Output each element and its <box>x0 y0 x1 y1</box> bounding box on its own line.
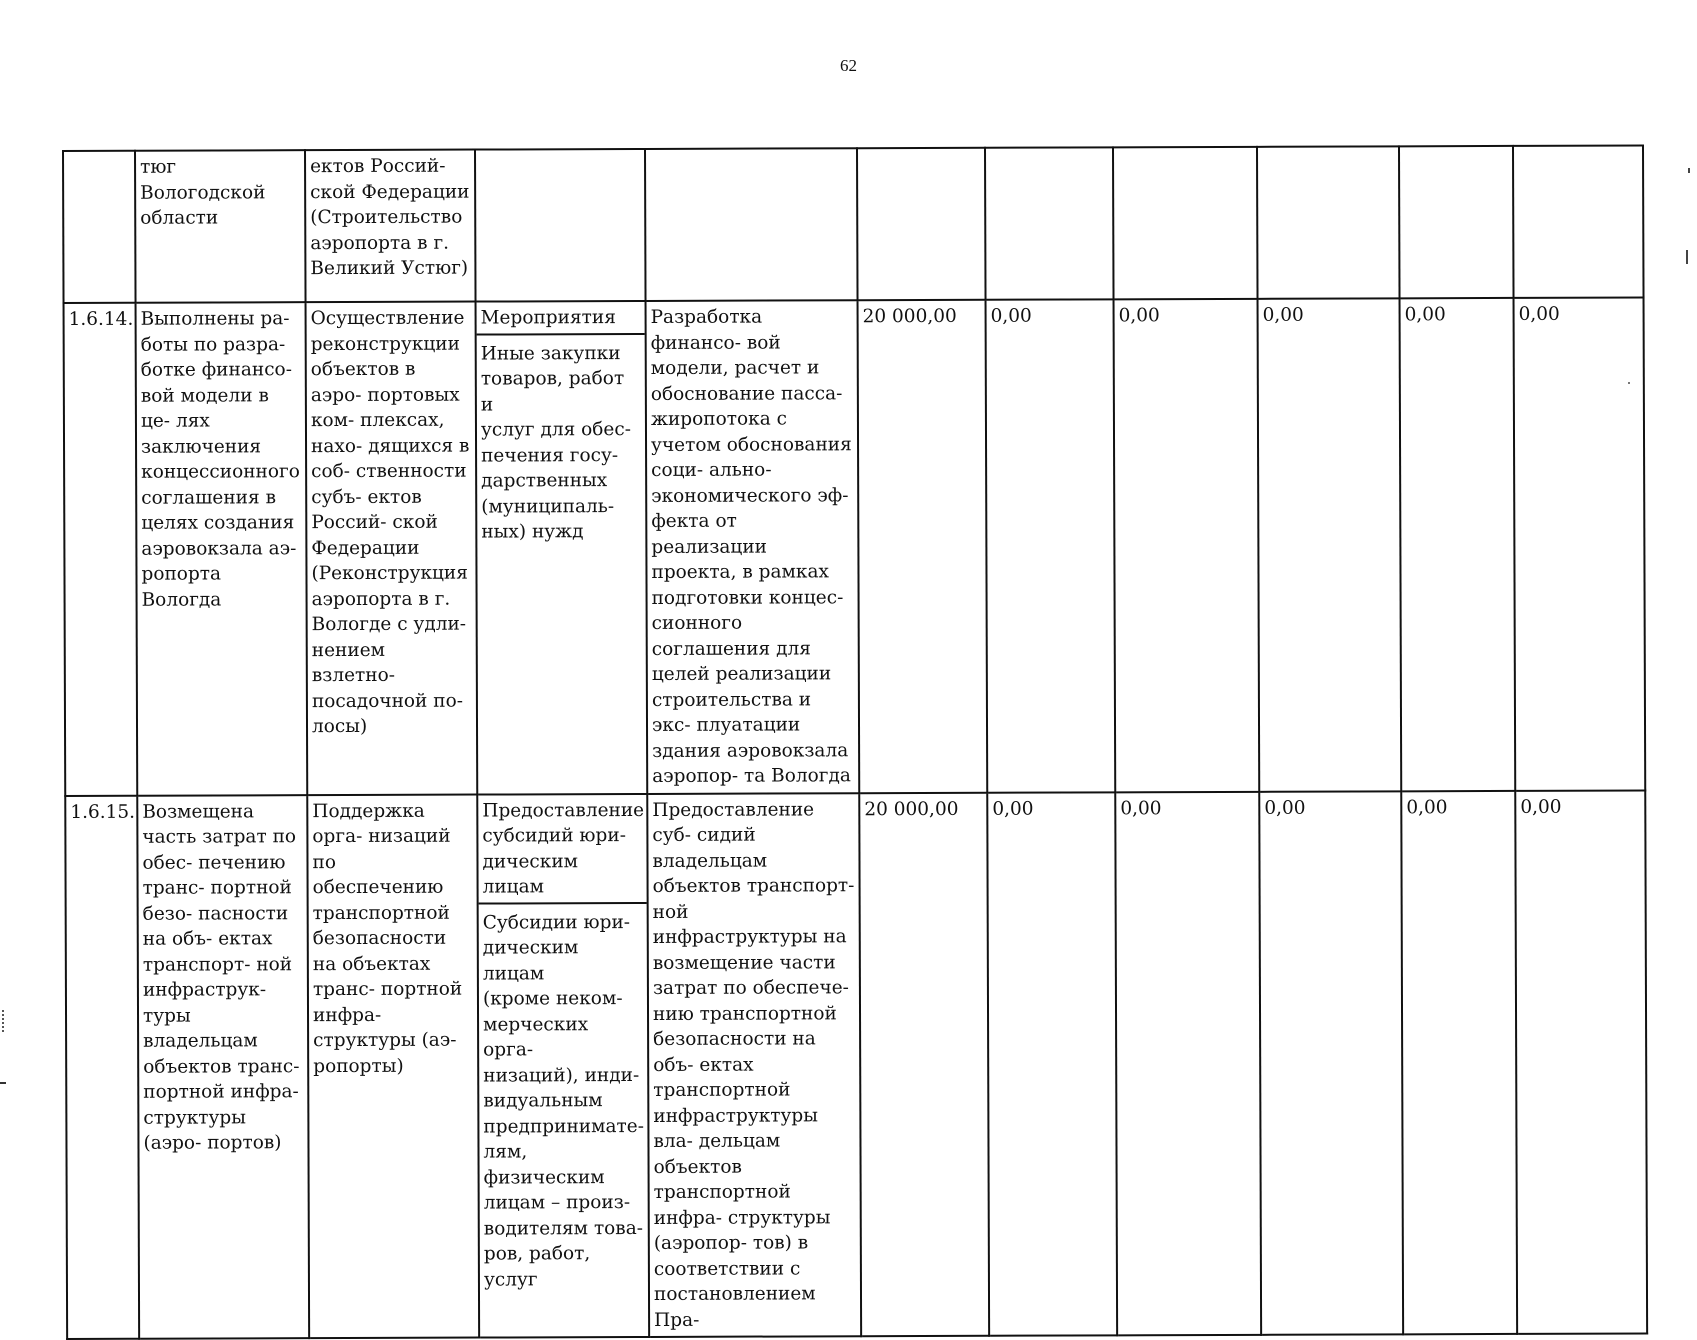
activity-cell: Осуществление реконструкции объектов в аэро- портовых ком- плексах, нахо- дящихся в соб- ственности субъ- ектов Россий- ской Федерации (Реконструкция аэропорта в г. Вологде с удли- нением взлетно- посадочной по- лосы) <box>306 302 478 795</box>
scan-mark <box>1686 250 1688 264</box>
program-table <box>62 144 1648 1340</box>
row-number-cell: 1.6.14. <box>64 303 138 796</box>
value-cell: 0,00 <box>1514 297 1646 790</box>
row-number-cell <box>63 151 136 303</box>
value-cell: 20 000,00 <box>858 300 988 793</box>
description-cell: Разработка финансо- вой модели, расчет и обоснование пасса- жиропотока с учетом обоснования соци- ально- экономического эф- фекта от реализации проекта, в рамках подготовки концес- сионного соглашения для целей реализации строительства и экс- плуатации здания аэровокзала аэропор- та Вологда <box>646 300 860 793</box>
table-row <box>65 790 1647 1339</box>
value-cell: 0,00 <box>986 299 1116 792</box>
value-cell: 0,00 <box>1259 791 1403 1335</box>
value-cell: 0,00 <box>1258 298 1402 791</box>
expense-type-cell <box>475 149 646 302</box>
scan-mark <box>0 1082 6 1084</box>
expense-category: Мероприятия <box>477 302 645 335</box>
table-row <box>63 145 1644 303</box>
value-cell <box>1257 146 1400 298</box>
expense-subcategory: Иные закупки товаров, работ и услуг для обес- печения госу- дарственных (муниципаль- ных) нужд <box>480 342 632 543</box>
value-cell: 0,00 <box>1400 298 1516 791</box>
scan-mark <box>1688 168 1690 173</box>
activity-cell: Поддержка орга- низаций по обеспечению транспортной безопасности на объектах транс- портной инфра- структуры (аэ- ропорты) <box>307 794 479 1338</box>
page-number: 62 <box>840 56 857 75</box>
value-cell: 20 000,00 <box>859 792 989 1336</box>
expense-type-cell <box>476 301 648 794</box>
value-cell: 0,00 <box>987 792 1117 1336</box>
scan-mark <box>1628 382 1630 384</box>
value-cell: 0,00 <box>1115 791 1261 1335</box>
table-row <box>64 297 1646 795</box>
value-cell: 0,00 <box>1401 790 1517 1334</box>
value-cell <box>857 148 986 300</box>
value-cell <box>1513 145 1644 297</box>
description-cell: Предоставление суб- сидий владельцам объектов транспорт- ной инфраструктуры на возмещение части затрат по обеспече- нию транспортной безопасности на объ- ектах транспортной инфраструктуры вла- дельцам объектов транспортной инфра- структуры (аэропор- тов) в соответствии с постановлением Пра- <box>647 793 861 1337</box>
expense-subcategory: Субсидии юри- дическим лицам (кроме неком- мерческих орга- низаций), инди- видуальным предпринимате- лям, физическим лицам – произ- водителям това- ров, работ, услуг <box>482 911 644 1291</box>
value-cell: 0,00 <box>1515 790 1647 1334</box>
scan-mark <box>2 1010 6 1032</box>
result-cell: тюг Вологодской области <box>135 150 306 303</box>
result-cell: Возмещена часть затрат по обес- печению транс- портной безо- пасности на объ- ектах транспорт- ной инфраструк- туры владельцам объектов транс- портной инфра- структуры (аэро- портов) <box>137 795 309 1339</box>
value-cell: 0,00 <box>1114 299 1260 792</box>
value-cell <box>985 147 1114 299</box>
expense-category: Предоставление субсидий юри- дическим лицам <box>478 794 646 904</box>
activity-cell: ектов Россий- ской Федерации (Строительство аэропорта в г. Великий Устюг) <box>305 150 476 303</box>
value-cell <box>1113 147 1258 300</box>
description-cell <box>645 148 858 301</box>
row-number-cell: 1.6.15. <box>65 795 139 1339</box>
value-cell <box>1399 146 1514 298</box>
expense-type-cell <box>477 793 649 1337</box>
result-cell: Выполнены ра- боты по разра- ботке финансо- вой модели в це- лях заключения концессионного соглашения в целях создания аэровокзала аэ- ропорта Вологда <box>136 302 308 795</box>
